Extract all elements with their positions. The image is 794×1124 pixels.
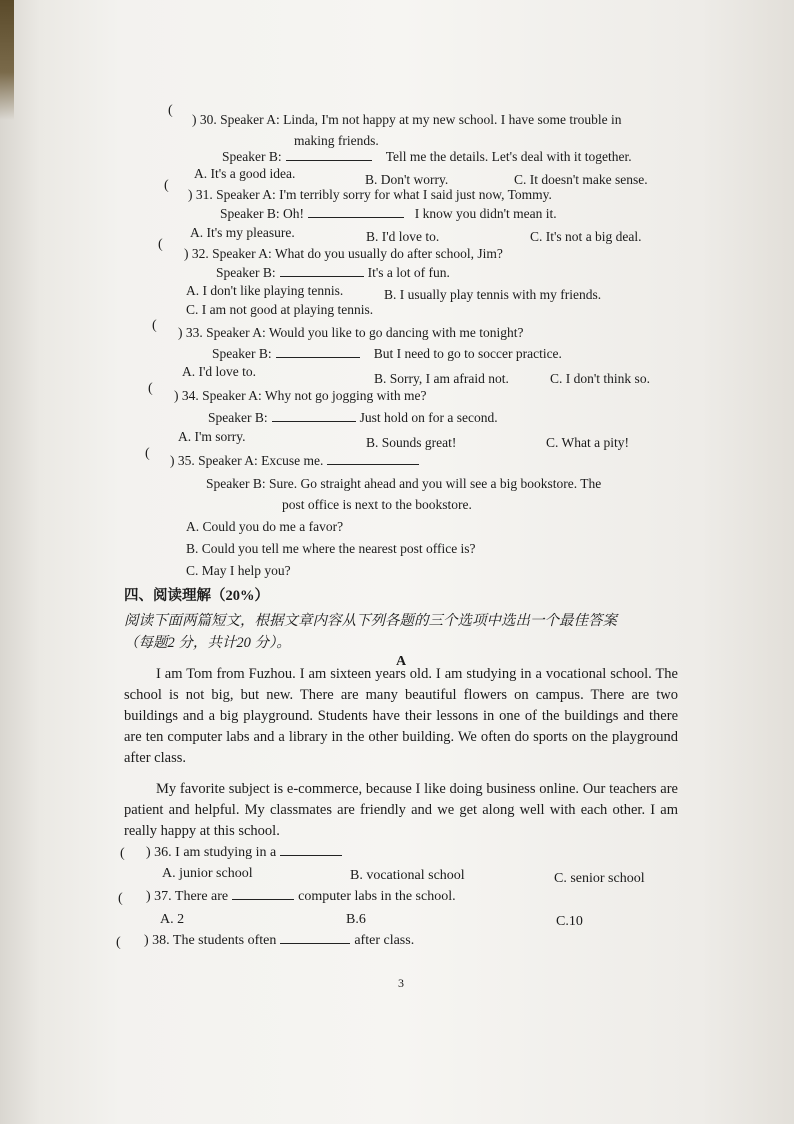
q35-speaker-b-cont: post office is next to the bookstore. — [282, 497, 472, 512]
answer-paren: ( — [148, 381, 153, 396]
q30-option-b: B. Don't worry. — [365, 172, 449, 187]
answer-blank[interactable] — [286, 159, 372, 161]
q33-option-c: C. I don't think so. — [550, 371, 650, 386]
q35-option-c: C. May I help you? — [186, 563, 291, 578]
q30-option-a: A. It's a good idea. — [194, 166, 296, 181]
q31-option-c: C. It's not a big deal. — [530, 229, 642, 244]
q37-option-a: A. 2 — [160, 912, 185, 927]
q34-speaker-a: ) 34. Speaker A: Why not go jogging with me? — [174, 388, 427, 403]
q32-option-a: A. I don't like playing tennis. — [186, 283, 344, 298]
section-heading: 四、阅读理解（20%） — [124, 588, 269, 604]
answer-blank[interactable] — [232, 898, 294, 900]
q34-option-c: C. What a pity! — [546, 435, 629, 450]
q36-option-b: B. vocational school — [350, 868, 465, 883]
q32-option-b: B. I usually play tennis with my friends. — [384, 287, 602, 302]
q35-speaker-a: ) 35. Speaker A: Excuse me. — [170, 453, 423, 469]
q32-speaker-a: ) 32. Speaker A: What do you usually do after school, Jim? — [184, 246, 503, 261]
q30-speaker-a: ) 30. Speaker A: Linda, I'm not happy at my new school. I have some trouble in — [192, 112, 622, 127]
answer-paren: ( — [145, 446, 150, 461]
q35-speaker-b: Speaker B: Sure. Go straight ahead and you will see a big bookstore. The — [206, 476, 602, 491]
answer-blank[interactable] — [327, 463, 419, 465]
answer-blank[interactable] — [276, 356, 360, 358]
section-instructions-cont: （每题2 分，共计20 分）。 — [124, 635, 291, 651]
q34-option-a: A. I'm sorry. — [178, 429, 246, 444]
q37-stem: ) 37. There are computer labs in the school. — [146, 889, 456, 904]
answer-blank[interactable] — [272, 420, 356, 422]
passage-title: A — [396, 654, 407, 669]
answer-blank[interactable] — [280, 275, 364, 277]
q36-stem: ) 36. I am studying in a — [146, 845, 346, 861]
q30-speaker-a-cont: making friends. — [294, 133, 379, 148]
q34-speaker-b: Speaker B: Just hold on for a second. — [208, 410, 498, 425]
passage-paragraph-1: I am Tom from Fuzhou. I am sixteen years old. I am studying in a vocational school. The school is not big, but new. There are many beautiful flowers on campus. There are two buildings and a big playground. Students have their lessons in one of the buildings and there are ten computer labs and a library in the other building. We often do sports on the playground after class. — [124, 666, 678, 766]
q32-speaker-b: Speaker B: It's a lot of fun. — [216, 265, 450, 280]
q31-speaker-b: Speaker B: Oh! I know you didn't mean it. — [220, 206, 557, 221]
answer-paren: ( — [158, 237, 163, 252]
answer-paren: ( — [118, 891, 123, 906]
q33-option-a: A. I'd love to. — [182, 364, 257, 379]
section-instructions: 阅读下面两篇短文，根据文章内容从下列各题的三个选项中选出一个最佳答案 — [124, 613, 617, 629]
q30-option-c: C. It doesn't make sense. — [514, 172, 648, 187]
q33-option-b: B. Sorry, I am afraid not. — [374, 371, 509, 386]
q36-option-a: A. junior school — [162, 866, 253, 881]
answer-blank[interactable] — [308, 216, 404, 218]
q30-speaker-b: Speaker B: Tell me the details. Let's deal with it together. — [222, 149, 632, 164]
answer-paren: ( — [164, 178, 169, 193]
q31-option-b: B. I'd love to. — [366, 229, 440, 244]
q33-speaker-a: ) 33. Speaker A: Would you like to go dancing with me tonight? — [178, 325, 524, 340]
q37-option-b: B.6 — [346, 912, 366, 927]
answer-paren: ( — [116, 935, 121, 950]
answer-blank[interactable] — [280, 854, 342, 856]
q38-stem: ) 38. The students often after class. — [144, 933, 415, 948]
q35-option-b: B. Could you tell me where the nearest post office is? — [186, 541, 476, 556]
q32-option-c: C. I am not good at playing tennis. — [186, 302, 374, 317]
q35-option-a: A. Could you do me a favor? — [186, 519, 344, 534]
answer-paren: ( — [152, 318, 157, 333]
page-number: 3 — [398, 976, 404, 990]
answer-blank[interactable] — [280, 942, 350, 944]
passage-paragraph-2: My favorite subject is e-commerce, because I like doing business online. Our teachers are patient and helpful. My classmates are friendly and we get along well with each other. I am really happy at this school. — [124, 781, 678, 839]
q33-speaker-b: Speaker B: But I need to go to soccer practice. — [212, 346, 562, 361]
answer-paren: ( — [120, 846, 125, 861]
answer-paren: ( — [168, 103, 173, 118]
page-corner-shadow — [0, 0, 14, 120]
q31-option-a: A. It's my pleasure. — [190, 225, 295, 240]
q36-option-c: C. senior school — [554, 871, 645, 886]
q37-option-c: C.10 — [556, 914, 583, 929]
q31-speaker-a: ) 31. Speaker A: I'm terribly sorry for what I said just now, Tommy. — [188, 187, 552, 202]
q34-option-b: B. Sounds great! — [366, 435, 457, 450]
